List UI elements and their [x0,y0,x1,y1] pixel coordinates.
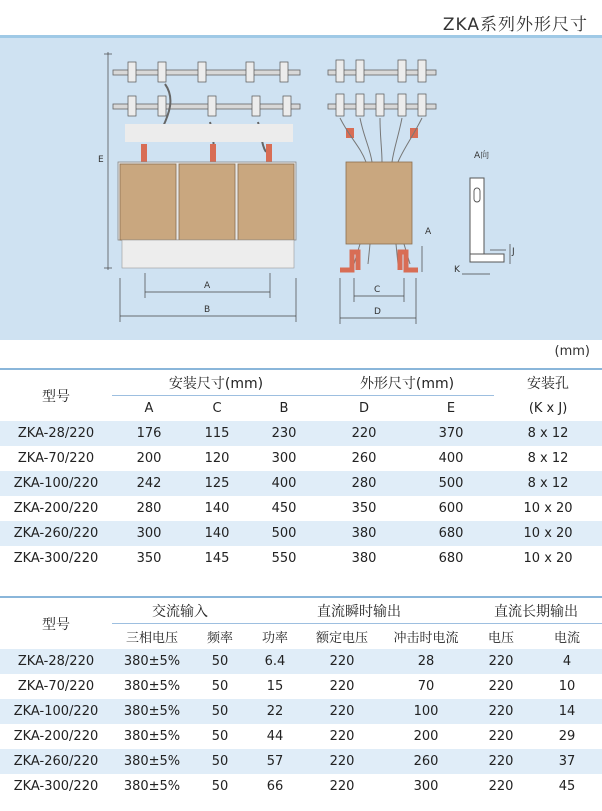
cell-e: 600 [408,496,494,521]
label-a-side: A [425,227,432,237]
cell-power: 57 [248,749,302,774]
cell-b: 550 [248,546,320,571]
cell-hole: 8 x 12 [494,446,602,471]
cell-voltage-out: 220 [470,674,532,699]
cell-a: 176 [112,421,186,446]
label-d: D [374,307,381,317]
cell-e: 680 [408,546,494,571]
table-row [0,496,602,521]
side-view [328,60,436,324]
table-row [0,774,602,799]
cell-power: 22 [248,699,302,724]
cell-d: 380 [320,521,408,546]
cell-c: 140 [186,496,248,521]
cell-e: 400 [408,446,494,471]
cell-frequency: 50 [192,774,248,799]
column-header-b: B [248,396,320,422]
column-header-frequency: 频率 [192,624,248,650]
cell-d: 280 [320,471,408,496]
cell-b: 300 [248,446,320,471]
column-header-kxj: (K x J) [494,396,602,422]
column-header-a: A [112,396,186,422]
electrical-table [0,596,602,799]
cell-voltage-out: 220 [470,749,532,774]
cell-c: 120 [186,446,248,471]
a-direction-view [462,178,510,274]
drawing-svg [0,38,602,340]
column-header-surge-current: 冲击时电流 [382,624,470,650]
cell-c: 145 [186,546,248,571]
cell-voltage-in: 380±5% [112,699,192,724]
cell-hole: 8 x 12 [494,471,602,496]
cell-a: 242 [112,471,186,496]
cell-voltage-in: 380±5% [112,749,192,774]
cell-model: ZKA-70/220 [0,446,112,471]
column-header-d: D [320,396,408,422]
table-row [0,699,602,724]
column-header-voltage: 电压 [470,624,532,650]
cell-rated-voltage: 220 [302,699,382,724]
label-k: K [454,265,460,275]
cell-model: ZKA-70/220 [0,674,112,699]
cell-a: 200 [112,446,186,471]
cell-d: 380 [320,546,408,571]
cell-current-out: 37 [532,749,602,774]
cell-model: ZKA-200/220 [0,496,112,521]
table-row [0,674,602,699]
cell-d: 350 [320,496,408,521]
cell-model: ZKA-100/220 [0,699,112,724]
column-header-e: E [408,396,494,422]
cell-surge-current: 100 [382,699,470,724]
cell-model: ZKA-300/220 [0,546,112,571]
cell-voltage-out: 220 [470,649,532,674]
page-title: ZKA系列外形尺寸 [442,15,588,35]
cell-hole: 8 x 12 [494,421,602,446]
column-header-current: 电流 [532,624,602,650]
cell-surge-current: 28 [382,649,470,674]
cell-power: 15 [248,674,302,699]
cell-current-out: 45 [532,774,602,799]
cell-surge-current: 200 [382,724,470,749]
cell-surge-current: 260 [382,749,470,774]
column-header-three-phase-voltage: 三相电压 [112,624,192,650]
label-a-direction: A向 [474,151,490,161]
cell-hole: 10 x 20 [494,521,602,546]
cell-rated-voltage: 220 [302,674,382,699]
table-row [0,649,602,674]
cell-a: 300 [112,521,186,546]
cell-rated-voltage: 220 [302,774,382,799]
cell-frequency: 50 [192,724,248,749]
cell-model: ZKA-100/220 [0,471,112,496]
cell-c: 115 [186,421,248,446]
cell-voltage-in: 380±5% [112,774,192,799]
cell-current-out: 14 [532,699,602,724]
cell-voltage-out: 220 [470,724,532,749]
table-row [0,546,602,571]
unit-label: (mm) [554,344,590,359]
front-view [104,52,300,322]
column-header-c: C [186,396,248,422]
group-header-outline: 外形尺寸(mm) [320,369,494,396]
page-header [0,0,602,40]
cell-b: 400 [248,471,320,496]
cell-frequency: 50 [192,699,248,724]
cell-c: 140 [186,521,248,546]
cell-voltage-out: 220 [470,774,532,799]
cell-frequency: 50 [192,649,248,674]
table-header-row [0,597,602,624]
label-b: B [204,305,211,315]
table-row [0,471,602,496]
column-header-model: 型号 [0,597,112,649]
column-header-rated-voltage: 额定电压 [302,624,382,650]
group-header-hole: 安装孔 [494,369,602,396]
cell-rated-voltage: 220 [302,724,382,749]
cell-b: 500 [248,521,320,546]
cell-frequency: 50 [192,674,248,699]
cell-model: ZKA-28/220 [0,649,112,674]
cell-b: 450 [248,496,320,521]
cell-hole: 10 x 20 [494,546,602,571]
cell-voltage-in: 380±5% [112,649,192,674]
cell-voltage-in: 380±5% [112,724,192,749]
cell-e: 370 [408,421,494,446]
table-header-row [0,369,602,396]
cell-a: 350 [112,546,186,571]
cell-d: 260 [320,446,408,471]
group-header-dc-long: 直流长期输出 [470,597,602,624]
column-header-model: 型号 [0,369,112,421]
table-row [0,724,602,749]
cell-current-out: 4 [532,649,602,674]
table-row [0,446,602,471]
cell-current-out: 29 [532,724,602,749]
dimension-table [0,368,602,571]
cell-d: 220 [320,421,408,446]
cell-model: ZKA-28/220 [0,421,112,446]
table-row [0,421,602,446]
cell-rated-voltage: 220 [302,649,382,674]
cell-c: 125 [186,471,248,496]
cell-a: 280 [112,496,186,521]
column-header-power: 功率 [248,624,302,650]
group-header-ac-input: 交流输入 [112,597,248,624]
cell-e: 500 [408,471,494,496]
cell-surge-current: 300 [382,774,470,799]
cell-rated-voltage: 220 [302,749,382,774]
cell-surge-current: 70 [382,674,470,699]
cell-power: 6.4 [248,649,302,674]
label-e: E [98,155,104,165]
group-header-dc-instant: 直流瞬时输出 [248,597,470,624]
table-row [0,749,602,774]
cell-voltage-in: 380±5% [112,674,192,699]
cell-model: ZKA-300/220 [0,774,112,799]
table-row [0,521,602,546]
cell-b: 230 [248,421,320,446]
cell-model: ZKA-260/220 [0,749,112,774]
dimension-drawing [0,38,602,340]
label-a: A [204,281,211,291]
cell-power: 44 [248,724,302,749]
cell-frequency: 50 [192,749,248,774]
cell-model: ZKA-200/220 [0,724,112,749]
cell-e: 680 [408,521,494,546]
cell-current-out: 10 [532,674,602,699]
cell-model: ZKA-260/220 [0,521,112,546]
cell-power: 66 [248,774,302,799]
label-j: J [512,247,515,257]
cell-hole: 10 x 20 [494,496,602,521]
cell-voltage-out: 220 [470,699,532,724]
group-header-install: 安装尺寸(mm) [112,369,320,396]
label-c: C [374,285,381,295]
